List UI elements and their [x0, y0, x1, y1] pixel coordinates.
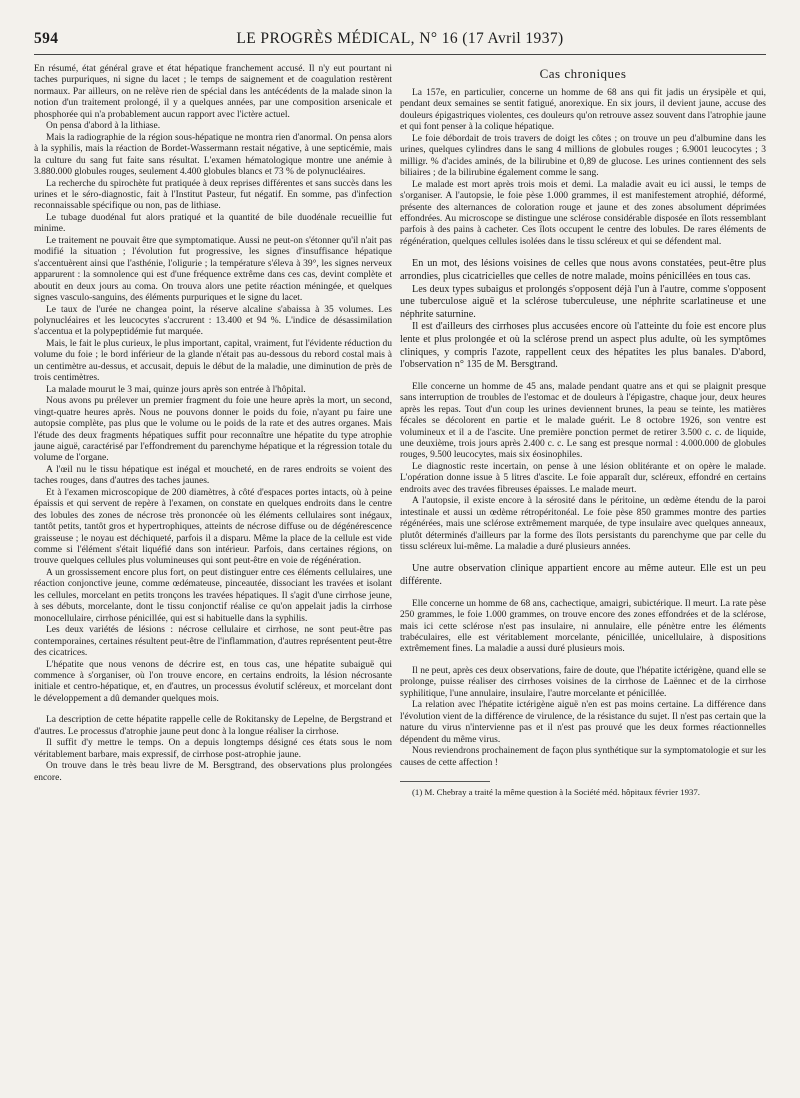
right-paragraph: Le diagnostic reste incertain, on pense à une lésion oblitérante et on opère le malade. L'opération donne issue à 5 litres d'ascite. Le foie apparaît dur, scléreux, effondré en certains endroits avec des travées fibreuses épaisses. Le malade meurt. [400, 461, 766, 495]
header-rule [34, 54, 766, 55]
left-paragraph: Nous avons pu prélever un premier fragment du foie une heure après la mort, un second, vingt-quatre heures après. Nous ne pouvons donner le poids du foie, n'ayant pu faire une autopsie complète, pas plus que le volume ou le poids de la rate et des autres organes. Mais l'étude des deux fragments hépatiques suffit pour reconnaître une hépatite du type atrophie jaune aiguë, caractérisé par l'effondrement du parenchyme hépatique et la régression totale du volume de l'organe. [34, 396, 392, 464]
section-title: Cas chroniques [539, 66, 627, 81]
left-paragraph: La recherche du spirochète fut pratiquée à deux reprises différentes et sans succès dans les urines et le séro-diagnostic, fait à l'Institut Pasteur, fut négatif. En somme, pas d'infection reconnaissable spécifique ou non, pas de lithiase. [34, 178, 392, 212]
left-paragraph: On pensa d'abord à la lithiase. [46, 121, 161, 132]
left-paragraph: Le tubage duodénal fut alors pratiqué et la quantité de bile duodénale recueillie fut minime. [34, 212, 392, 235]
left-paragraph: A l'œil nu le tissu hépatique est inégal et moucheté, en de rares endroits se voient des taches rouges, dans d'autres des taches jaunes. [34, 464, 392, 487]
left-paragraph: Mais la radiographie de la région sous-hépatique ne montra rien d'anormal. On pensa alors à la syphilis, mais la réaction de Bordet-Wassermann restait négative, à une septicémie, mais la culture du sang fut faite sans résultat. L'examen hématologique montre une anémie à 3.880.000 globules rouges, seulement 4.400 globules blancs et 73 % de polynucléaires. [34, 132, 392, 178]
right-paragraph: Le malade est mort après trois mois et demi. La maladie avait eu ici aussi, le temps de s'organiser. A l'autopsie, le foie pèse 1.000 grammes, il est manifestement atrophié, déformé, présente des alternances de coloration rouge et jaune et des zones absolument déprimées effondrées. Au microscope se distingue une sclérose considérable disposée en îlots ressemblant parfois à des pains à cacheter. Ces îlots occupent le centre des lobules. De rares éléments de régénération, quelques cellules isolées dans le tissu scléreux et qui se défendent mal. [400, 179, 766, 247]
left-paragraph: La description de cette hépatite rappelle celle de Rokitansky de Lepelne, de Bergstrand et d'autres. Le processus d'atrophie jaune peut donc à la longue réaliser la cirrhose. [34, 715, 392, 737]
right-paragraph: La 157e, en particulier, concerne un homme de 68 ans qui fit jadis un érysipèle et qui, pendant deux semaines se sentit fatigué, anorexique. En six jours, il devient jaune, accuse des douleurs épigastriques violentes, ces douleurs qu'on retrouve assez souvent dans l'atrophie jaune et qui font penser à la colique hépatique. [400, 88, 766, 133]
right-paragraph: En un mot, des lésions voisines de celles que nous avons constatées, peut-être plus arrondies, plus cicatricielles que celles de notre malade, moins pénicillées en tous cas. [400, 258, 766, 282]
right-paragraph: Les deux types subaigus et prolongés s'opposent déjà l'un à l'autre, comme s'opposent une tuberculose aiguë et la sclérose tuberculeuse, une néphrite scarlatineuse et une néphrite saturnine. [400, 283, 766, 320]
left-column [34, 64, 392, 784]
right-paragraph: Elle concerne un homme de 68 ans, cachectique, amaigri, subictérique. Il meurt. La rate pèse 250 grammes, le foie 1.000 grammes, on trouve encore des zones effondrées et de la sclérose, mais ici cette sclérose n'est pas insulaire, ni annulaire, elle pénètre entre les éléments trabéculaires, elle est véritablement morcelante, pénicillée, unicellulaire, à dispositions extrêmement fines. La maladie a aussi duré plusieurs mois. [400, 598, 766, 655]
left-paragraph: En résumé, état général grave et état hépatique franchement accusé. Il n'y eut pourtant ni taches purpuriques, ni signe du lacet ; le temps de saignement et de coagulation restèrent normaux. Par ailleurs, on ne relève rien de spécial dans les antécédents de la malade sinon la notion d'un traitement prolongé, il y a quelques années, par une composition arsenicale et phosphorée qui n'a probablement aucun rapport avec l'ictère actuel. [34, 64, 392, 120]
left-paragraph: L'hépatite que nous venons de décrire est, en tous cas, une hépatite subaiguë qui commence à s'organiser, où l'on trouve encore, en certains endroits, la lésion nécrosante initiale et centro-hépatique, et, en d'autres, un processus évolutif scléreux, et morcelant dont le développement a dû demander quelques mois. [34, 659, 392, 704]
left-paragraph: Les deux variétés de lésions : nécrose cellulaire et cirrhose, ne sont peut-être pas contemporaines, certaines résultent peut-être de l'inflammation, d'autres représentent peut-être des cicatrices. [34, 625, 392, 659]
left-paragraph: Le taux de l'urée ne changea point, la réserve alcaline s'abaissa à 35 volumes. Les polynucléaires et les leucocytes s'accrurent : 13.400 et 94 %. L'indice de désassimilation s'accentua et la polypeptidémie fut marquée. [34, 304, 392, 338]
right-paragraph: Le foie débordait de trois travers de doigt les côtes ; on trouve un peu d'albumine dans les urines, quelques cylindres dans le sang 4 millions de globules rouges ; 6.9001 leucocytes ; 3 milligr. % d'acides aminés, de la bilirubine et 0,89 de glucose. Les urines contiennent des sels biliaires ; de la bilirubine également comme le sang. [400, 133, 766, 179]
right-paragraphs [400, 88, 766, 769]
running-head: LE PROGRÈS MÉDICAL, N° 16 (17 Avril 1937) [236, 30, 564, 47]
footnote-rule [400, 781, 490, 782]
page-header [34, 30, 766, 52]
footnote: (1) M. Chebray a traité la même question à la Société méd. hôpitaux février 1937. [412, 787, 701, 798]
left-paragraph: Le traitement ne pouvait être que symptomatique. Aussi ne peut-on s'étonner qu'il n'ait pas modifié la situation ; l'évolution fut progressive, les signes d'insuffisance hépatique s'accentuèrent ainsi que l'asthénie, l'oligurie ; la température s'éleva à 39°, les signes nerveux apparurent : la somnolence qui est d'une fréquence extrême dans ces cas, devint complète et aboutit en deux jours au coma. On trouva alors une petite réaction méningée, et quelques signes vasculo-sanguins, des éléments purpuriques et le signe du lacet. [34, 235, 392, 304]
right-paragraph: Il ne peut, après ces deux observations, faire de doute, que l'hépatite ictérigène, quand elle se prolonge, puisse réaliser des cirrhoses voisines de la cirrhose de Laënnec et de la cirrhose syphilitique, l'une annulaire, insulaire, l'autre morcelante et pénicillée. [400, 665, 766, 699]
right-paragraph: Une autre observation clinique appartient encore au même auteur. Elle est un peu différente. [400, 563, 766, 588]
left-paragraph: La malade mourut le 3 mai, quinze jours après son entrée à l'hôpital. [46, 384, 306, 395]
right-paragraph: Elle concerne un homme de 45 ans, malade pendant quatre ans et qui se plaignit presque sans interruption de troubles de l'estomac et de douleurs à l'épigastre, chaque jour, deux heures après les repas. Tout d'un coup les urines deviennent brunes, la peau se teinte, les matières fécales se décolorent en partie et le malade guérit. Le 8 octobre 1926, son ventre est volumineux et il a de l'ascite. Une première ponction permet de retirer 3.500 c. c. de liquide, une deuxième, trois jours après 2.400 c. c. Le sang est presque normal : 4.000.000 de globules rouges, 9.500 leucocytes, mais six éosinophiles. [400, 381, 766, 461]
right-column [400, 64, 766, 798]
right-paragraph: Nous reviendrons prochainement de façon plus synthétique sur la symptomatologie et sur les causes de cette affection ! [400, 746, 766, 768]
left-paragraph: Il suffit d'y mettre le temps. On a depuis longtemps désigné ces états sous le nom véritablement barbare, mais expressif, de cirrhose post-atrophie jaune. [34, 738, 392, 760]
right-paragraph: Il est d'ailleurs des cirrhoses plus accusées encore où l'atteinte du foie est encore plus lente et plus prolongée et où la sclérose prend un aspect plus adulte, où les symptômes cliniques, y compris l'azote, rappellent ceux des hépatites les plus banales. D'abord, l'observation n° 135 de M. Bersgtrand. [400, 321, 766, 371]
left-paragraph: Mais, le fait le plus curieux, le plus important, capital, vraiment, fut l'évidente réduction du volume du foie ; le bord inférieur de la glande n'était pas au-dessous du rebord costal mais à un centimètre au-dessus, et accusait, depuis le début de la maladie, une diminution de près de trois centimètres. [34, 338, 392, 384]
right-paragraph: A l'autopsie, il existe encore à la sérosité dans le péritoine, un œdème étendu de la paroi intestinale et aussi un œdème rétropéritonéal. Le foie pèse 850 grammes montre des parties régénérées, mais une sclérose extrêmement marquée, de type insulaire avec quelques anneaux, plutôt déterminés d'ailleurs par la forme des îlots persistants du parenchyme que par celle du tissu scléreux lui-même. La maladie a duré plusieurs années. [400, 496, 766, 553]
page-number: 594 [34, 30, 59, 47]
left-paragraph: A un grossissement encore plus fort, on peut distinguer entre ces éléments cellulaires, une réaction conjonctive jeune, comme œdémateuse, pinceautée, dissociant les travées et isolant les cellules, morcelant en petits tronçons les travées hépatiques. Il s'agit d'une cirrhose jeune, à ses débuts, morcelante, dont le tissu conjonctif réalise ce qu'on appelait jadis la cirrhose monocellulaire, cirrhose pénicillée, qui est si habituelle dans la syphilis. [34, 567, 392, 624]
left-paragraph: On trouve dans le très beau livre de M. Bersgtrand, des observations plus prolongées encore. [34, 761, 392, 783]
right-paragraph: La relation avec l'hépatite ictérigène aiguë n'en est pas moins certaine. La différence dans l'évolution vient de la différence de virulence, de la résistance du sujet. Il n'est pas certain que la nature du virus n'intervienne pas et il n'est pas prouvé que les deux formes réactionnelles dépendent du même virus. [400, 700, 766, 745]
left-paragraph: Et à l'examen microscopique de 200 diamètres, à côté d'espaces portes intacts, où à peine épaissis et qui servent de repère à l'examen, on constate en quelques endroits dans le centre des lobules des zones de nécrose très prononcée où les éléments cellulaires sont inégaux, tantôt petits, tantôt gros et hypertrophiques, atteints de nécrose diffuse ou de dégénérescence graisseuse ; le noyau est déchiqueté, parfois il a disparu. Même la place de la cellule est vide comme si l'élément s'était liquéfié dans son intérieur. Parfois, dans certaines régions, on trouve quelques cellules plus volumineuses qui sont peut-être en voie de régénération. [34, 487, 392, 567]
